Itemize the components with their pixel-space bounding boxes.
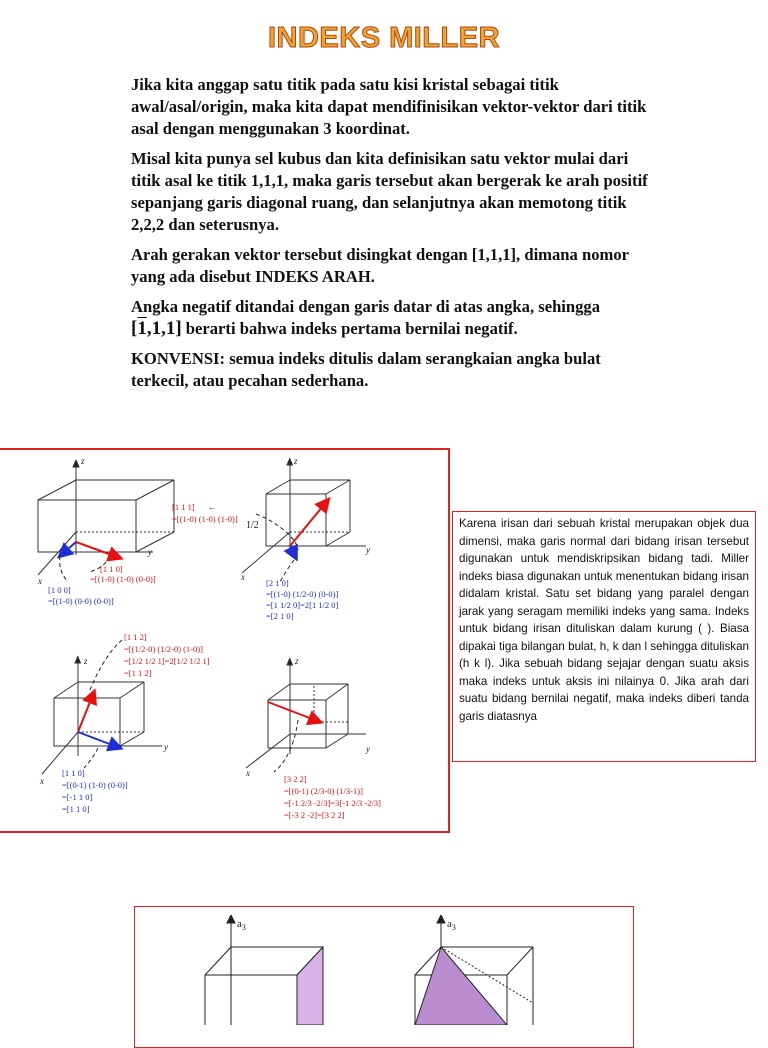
axis-y-1: y: [148, 547, 152, 557]
barred-index: 1: [137, 318, 147, 339]
half-label: 1/2: [246, 520, 259, 531]
paragraph-2: Misal kita punya sel kubus dan kita definisikan satu vektor mulai dari titik asal ke titik 1,1,1, maka garis tersebut akan bergerak ke arah positif sepanjang garis diagonal ruang, dan selanjutnya akan memotong titik 2,2,2 dan seterusnya.: [131, 149, 648, 234]
axis-a3-right: $a_3$: [447, 918, 456, 932]
axis-x-2: x: [241, 572, 245, 582]
axis-x-1: x: [38, 576, 42, 586]
note-box: [452, 511, 756, 762]
p2-blue-3: =[2 1 0]: [266, 611, 294, 621]
axis-z-1: z: [81, 456, 85, 466]
axis-y-4: y: [366, 744, 370, 754]
p1-red-1: =[(1-0) (1-0) (0-0)]: [90, 574, 156, 584]
p2-red-1: =[(1-0) (1-0) (1-0)]: [172, 514, 238, 524]
paragraph-5: KONVENSI: semua indeks ditulis dalam serangkaian angka bulat terkecil, atau pecahan sederhana.: [131, 349, 601, 390]
p2-arrow-icon: ←: [208, 502, 217, 512]
cube-1: [38, 460, 174, 575]
bracket-open: [: [131, 318, 138, 339]
p3-red-3: =[1 1 2]: [124, 668, 152, 678]
axis-y-3: y: [164, 742, 168, 752]
p3-blue-3: =[1 1 0]: [62, 804, 90, 814]
body-text: [131, 74, 651, 400]
page-title: INDEKS MILLER: [267, 22, 501, 54]
direction-figure-box: [0, 448, 450, 833]
direction-diagrams: [0, 450, 448, 831]
paragraph-4-tail: berarti bahwa indeks pertama bernilai negatif.: [181, 319, 518, 338]
p4-red-0: [3 2 2]: [284, 774, 307, 784]
note-text: Karena irisan dari sebuah kristal merupakan objek dua dimensi, maka garis normal dari bidang irisan tersebut digunakan untuk mendiskripsikan bidang tadi. Miller indeks biasa digunakan untuk menentukan bidang irisan didalam kristal. Satu set bidang yang paralel dengan jarak yang seragam memiliki indeks yang sama. Indeks untuk bidang irisan dituliskan dalam kurung ( ). Biasa dipakai tiga bilangan bulat, h, k dan l sehingga dituliskan (h k l). Jika sebuah bidang sejajar dengan suatu aksis maka indeks untuk aksis ini nilainya 0. Jika arah dari suatu bidang bernilai negatif, maka indeks diberi tanda garis diatasnya: [459, 517, 749, 723]
p4-red-3: =[-3 2 -2]=[3 2 2]: [284, 810, 345, 820]
plane-diagrams: [135, 907, 633, 1025]
p3-red-2: =[1/2 1/2 1]=2[1/2 1/2 1]: [124, 656, 210, 666]
p3-red-0: [1 1 2]: [124, 632, 147, 642]
p3-red-1: =[(1/2-0) (1/2-0) (1-0)]: [124, 644, 203, 654]
axis-y-2: y: [366, 545, 370, 555]
axis-a3-left: $a_3$: [237, 918, 246, 932]
bracket-rest: ,1,1]: [146, 318, 182, 339]
p1-blue-1: =[(1-0) (0-0) (0-0)]: [48, 596, 114, 606]
axis-z-4: z: [295, 656, 299, 666]
vectors: [60, 500, 328, 748]
p2-blue-1: =[(1-0) (1/2-0) (0-0)]: [266, 589, 339, 599]
p2-red-0: [1 1 1]: [172, 502, 195, 512]
cube-2: [242, 458, 366, 573]
p3-blue-0: [1 1 0]: [62, 768, 85, 778]
paragraph-4-text: Angka negatif ditandai dengan garis datar di atas angka, sehingga: [131, 297, 601, 316]
p4-red-2: =[-1 2/3 -2/3]=3[-1 2/3 -2/3]: [284, 798, 381, 808]
axis-x-3: x: [40, 776, 44, 786]
axis-x-4: x: [246, 768, 250, 778]
p2-blue-0: [2 1 0]: [266, 578, 289, 588]
axis-z-3: z: [84, 656, 88, 666]
paragraph-4: [131, 296, 651, 340]
p4-red-1: =[(0-1) (2/3-0) (1/3-1)]: [284, 786, 363, 796]
p3-blue-1: =[(0-1) (1-0) (0-0)]: [62, 780, 128, 790]
leader-lines: [60, 514, 298, 772]
paragraph-3: Arah gerakan vektor tersebut disingkat dengan [1,1,1], dimana nomor yang ada disebut INDEKS ARAH.: [131, 245, 629, 286]
cube-4: [246, 658, 366, 768]
p1-red-0: [1 1 0]: [100, 564, 123, 574]
paragraph-1: Jika kita anggap satu titik pada satu kisi kristal sebagai titik awal/asal/origin, maka kita dapat mendifinisikan vektor-vektor dari titik asal dengan menggunakan 3 koordinat.: [131, 75, 647, 138]
axis-z-2: z: [294, 456, 298, 466]
p2-blue-2: =[1 1/2 0]=2[1 1/2 0]: [266, 600, 339, 610]
plane-figure-box: [134, 906, 634, 1048]
p1-blue-0: [1 0 0]: [48, 585, 71, 595]
p3-blue-2: =[-1 1 0]: [62, 792, 93, 802]
